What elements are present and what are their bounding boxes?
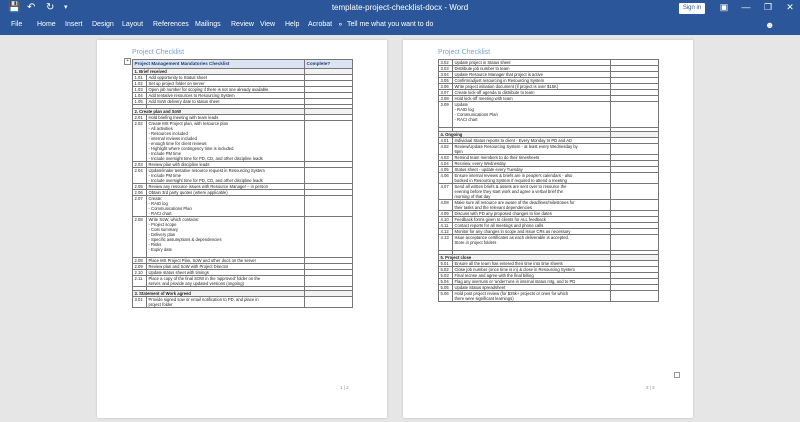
item-text [453,291,611,302]
item-text [453,102,611,128]
table-row [439,144,659,155]
item-number: 2.03 [133,162,147,168]
page-title: Project Checklist [438,49,491,56]
item-number: 5.03 [439,273,453,279]
item-sub-line: booked in Resourcing System if required to attend a meeting [454,178,567,183]
complete-cell[interactable] [305,297,353,308]
item-description: Hold kick-off meeting with team [454,96,513,101]
item-description: Monitor for any changes in scope and issue CRs as necessary [454,229,571,234]
complete-cell[interactable] [611,102,659,128]
item-description: Discuss with PD any proposed changes to live dates [454,211,552,216]
undo-icon[interactable]: ↶ [27,2,36,13]
table-row [133,217,353,258]
section-label: 3. Statement of Work agreed [133,291,305,297]
complete-cell[interactable] [611,200,659,211]
item-number: 4.06 [439,173,453,184]
item-number: 5.06 [439,291,453,302]
item-sub-line: - Communications Plan [148,206,192,211]
item-sub-line: - Highlight where contingency time is included [148,146,234,151]
table-move-handle-icon[interactable]: + [124,58,131,65]
item-text [453,184,611,200]
tab-references[interactable]: References [153,21,189,28]
item-number: 4.03 [439,155,453,161]
item-number: 3.09 [439,102,453,128]
page-number: 1 | 2 [340,385,349,390]
item-text [147,121,305,162]
share-icon[interactable]: ☻ [765,20,775,30]
item-sub-line: - RAID log [454,107,474,112]
item-sub-line: their tasks and the relevant dependencies [454,205,533,210]
table-header-row [133,60,353,69]
item-sub-line: - Communications Plan [454,112,498,117]
header-complete: Complete? [305,60,353,69]
item-number: 2.10 [133,270,147,276]
restore-icon[interactable]: ❐ [763,2,773,12]
table-row [439,102,659,128]
item-number: 3.08 [439,96,453,102]
sign-in-button[interactable]: Sign in [679,3,705,14]
complete-cell[interactable] [305,276,353,287]
item-number: 4.01 [439,138,453,144]
item-sub-line: Store in project folders [454,240,497,245]
tab-home[interactable]: Home [37,21,56,28]
item-number: 1.01 [133,75,147,81]
item-description: Individual Status reports to client - Every Monday to PD and AD [454,138,573,143]
item-number: 2.08 [133,217,147,258]
item-description: Obtain 3rd party quotes (where applicable) [148,190,228,195]
item-number: 2.04 [133,168,147,184]
item-sub-line: - Expiry date [148,247,173,252]
table-row [133,196,353,217]
item-description: Contact reports for all meetings and phone calls [454,223,544,228]
item-sub-line: - Include PM time [148,151,182,156]
document-title: template-project-checklist-docx - Word [331,3,469,12]
tab-acrobat[interactable]: Acrobat [308,21,333,28]
item-description: Recview, every Wednesday [454,161,506,166]
item-number: 2.06 [133,190,147,196]
item-number: 3.07 [439,90,453,96]
complete-cell[interactable] [611,235,659,251]
tab-view[interactable]: View [260,21,276,28]
item-text [147,276,305,287]
tab-review[interactable]: Review [231,21,254,28]
item-number: 2.11 [133,276,147,287]
item-number: 4.05 [439,167,453,173]
item-description: Add SoW delivery date to status sheet [148,99,220,104]
minimize-icon[interactable]: — [741,2,751,12]
item-number: 2.09 [133,264,147,270]
item-number: 3.03 [439,66,453,72]
complete-cell[interactable] [305,121,353,162]
table-row [133,121,353,162]
complete-cell[interactable] [305,217,353,258]
item-number: 5.04 [439,279,453,285]
item-number: 4.11 [439,223,453,229]
item-description: Write project initiation document (if project is over $15K) [454,84,559,89]
item-number: 5.05 [439,285,453,291]
item-sub-line [455,122,609,127]
item-sub-line: - Include oversight time for PD, CD, and other discipline leads [148,178,263,183]
item-number: 3.06 [439,84,453,90]
item-description: Update Resource Manager that project is active [454,72,543,77]
section-label: 1. Brief received [133,69,305,75]
close-icon[interactable]: ✕ [786,2,794,12]
item-sub-line: - enough time for client reviews [148,141,207,146]
item-sub-line: - Project scope [148,222,177,227]
item-description: Update project in Status sheet [454,60,511,65]
tab-mailings[interactable]: Mailings [195,21,221,28]
item-text [147,168,305,184]
item-description: Update [454,102,469,107]
tab-file[interactable]: File [11,21,23,28]
item-sub-line: evening before they start work and agree a verbal brief the [454,189,563,194]
item-number: 1.04 [133,93,147,99]
item-description: Hold post project review (for $25k+ projects or ones for which [454,291,569,296]
item-sub-line: - RACI chart [148,211,172,216]
item-text [147,217,305,258]
item-number: 4.13 [439,235,453,251]
table-row [439,184,659,200]
item-description: Provide signed sow or email notification to PD, and place in [148,297,259,302]
item-description: Review plan and SoW with Project Director [148,264,229,269]
item-sub-line: - RAID log [148,201,168,206]
item-sub-line: - All activities [148,126,173,131]
item-sub-line: - Delivery plan [148,232,176,237]
item-description: Send all written briefs & assets are sent over to resource the [454,184,567,189]
table-resize-handle[interactable] [674,372,680,378]
item-number: 4.02 [439,144,453,155]
item-description: Create kick-off agenda to distribute to team [454,90,535,95]
tab-insert[interactable]: Insert [65,21,83,28]
item-number: 4.09 [439,211,453,217]
item-number: 5.02 [439,267,453,273]
item-description: Update status sheet with timings [148,270,209,275]
table-row [133,276,353,287]
item-description: Add tentative resources to Resourcing System [148,93,235,98]
item-sub-line: - RACI chart [454,117,478,122]
item-description: Status sheet - update every Tuesday [454,167,523,172]
item-description: Review/Update Resourcing System - at least every Wednesday by [454,144,578,149]
section-label: 2. Create plan and SoW [133,109,305,115]
table-row [439,291,659,302]
item-sub-line: - Risks [148,242,162,247]
item-sub-line: - Specific assumptions & dependencies [148,237,222,242]
item-description: Place MS Project Plan, SoW and other docs on the server [148,258,257,263]
table-row [133,168,353,184]
tab-help[interactable]: Help [285,21,300,28]
item-sub-line: - Resources included [148,131,188,136]
item-text [453,173,611,184]
complete-cell[interactable] [611,144,659,155]
table-row [133,297,353,308]
item-description: Distribute job number to team [454,66,510,71]
item-description: Remind team members to do their timesheets [454,155,540,160]
item-text [453,144,611,155]
item-number: 4.07 [439,184,453,200]
item-description: Add opportunity to Status sheet [148,75,207,80]
item-description: Ensure internal reviews & briefs are in people's calendars - also [454,173,573,178]
tell-me-search[interactable]: Tell me what you want to do [347,21,434,28]
page-number: 2 | 2 [646,385,655,390]
item-description: Confirm/adjust resourcing in Resourcing System [454,78,545,83]
table-row [439,173,659,184]
item-description: Place a copy of the final SOW in the 'approved' folder on the [148,276,261,281]
table-row [439,235,659,251]
item-number: 1.05 [133,99,147,105]
item-number: 2.07 [133,196,147,217]
lightbulb-icon: ⚬ [337,20,344,29]
item-number: 1.02 [133,81,147,87]
item-description: Ensure all the team has entered their time into time sheets [454,261,563,266]
item-number: 4.12 [439,229,453,235]
item-sub-line: - Include PM time [148,173,182,178]
item-description: Update/make tentative resource request in Resourcing System [148,168,265,173]
section-label: 4. Ongoing [439,132,611,138]
item-sub-line: 6pm [454,149,463,154]
title-bar [0,0,800,17]
complete-cell[interactable] [611,184,659,200]
complete-cell[interactable] [305,168,353,184]
item-sub-line: project folder [148,302,173,307]
item-description: Write SoW, which contains: [148,217,200,222]
checklist-table[interactable] [438,59,659,302]
item-number: 4.10 [439,217,453,223]
document-canvas[interactable] [0,35,800,422]
item-sub-line: server, and provide any updated versions (ongoing) [148,281,244,286]
table-row [439,200,659,211]
item-sub-line: - Cost summary [148,227,179,232]
item-number: 5.01 [439,261,453,267]
item-text [147,196,305,217]
item-description: Create MS Project plan, with resource plan [148,121,229,126]
item-text [147,297,305,308]
item-number: 2.08 [133,258,147,264]
item-description: Update Status spreadsheet [454,285,506,290]
page-2[interactable] [403,40,693,418]
item-text [453,235,611,251]
item-description: Create: [148,196,163,201]
item-sub-line: there were significant learnings) [454,296,514,301]
item-number: 2.02 [133,121,147,162]
complete-cell[interactable] [611,291,659,302]
item-text [453,200,611,211]
item-number: 3.01 [133,297,147,308]
checklist-table[interactable] [132,59,353,308]
item-description: Make sure all resource are aware of the deadlines/milestones for [454,200,575,205]
complete-cell[interactable] [305,196,353,217]
item-description: Final recnse and agree with the final billing [454,273,534,278]
item-number: 1.03 [133,87,147,93]
item-number: 4.04 [439,161,453,167]
tab-design[interactable]: Design [92,21,114,28]
item-sub-line: - internal reviews included [148,136,197,141]
item-description: Review plan with discipline leads [148,162,210,167]
page-1[interactable] [97,40,387,418]
customize-qa-icon[interactable]: ▾ [64,4,68,11]
item-description: Close job number (once time is in) & close in Resourcing System [454,267,575,272]
ribbon-tabs [0,17,800,35]
item-number: 4.08 [439,200,453,211]
item-number: 3.05 [439,78,453,84]
redo-icon[interactable]: ↻ [46,2,55,13]
item-sub-line: - Include oversight time for PD, CD, and other discipline leads [148,156,263,161]
item-description: Open job number for scoping if there is not one already available. [148,87,270,92]
item-number: 2.05 [133,184,147,190]
complete-cell[interactable] [611,173,659,184]
item-description: Flag any overruns or 'under'runs in internal status mtg, and to PD [454,279,576,284]
tab-layout[interactable]: Layout [122,21,144,28]
item-description: Set up project folder on server [148,81,205,86]
item-description: Hold briefing meeting with team leads [148,115,219,120]
item-description: Issue acceptance certificates as each deliverable is accepted. [454,235,570,240]
item-number: 3.04 [439,72,453,78]
item-number: 2.01 [133,115,147,121]
header-title: Project Management Mandatories Checklist [133,60,305,69]
item-sub-line: morning of that day [454,194,491,199]
item-sub-line [455,245,609,250]
page-title: Project Checklist [132,49,185,56]
item-description: Review any resource issues with Resource Manager – in person [148,184,268,189]
ribbon-display-icon[interactable]: ▣ [719,2,729,12]
item-description: Feedback forms given to clients for ALL feedback [454,217,546,222]
section-label: 5. Project close [439,255,611,261]
item-number: 3.02 [439,60,453,66]
item-sub-line [149,252,303,257]
save-icon[interactable]: 💾 [8,2,21,13]
